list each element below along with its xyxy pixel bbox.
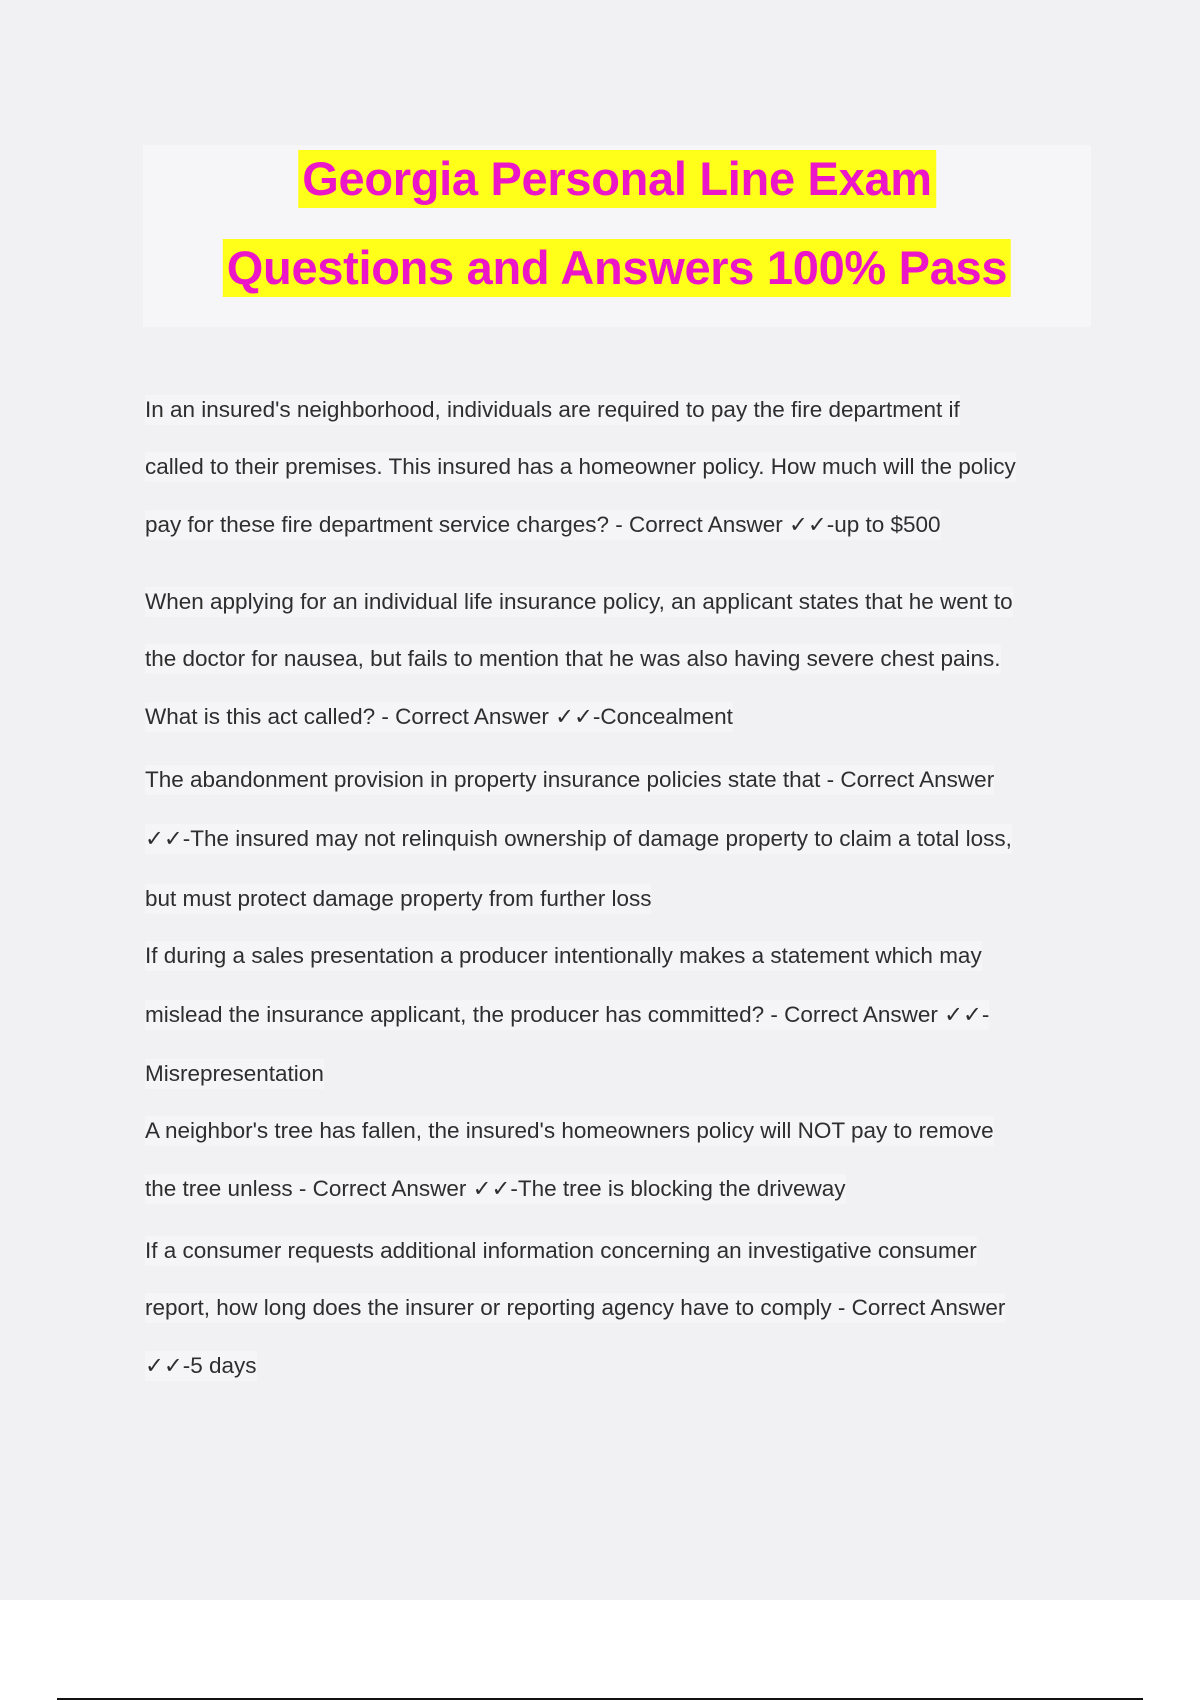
qa-line: In an insured's neighborhood, individuals are required to pay the fire department if [145, 395, 960, 425]
qa-line: Misrepresentation [145, 1059, 324, 1089]
title-block [143, 145, 1091, 327]
qa-line: report, how long does the insurer or reporting agency have to comply - Correct Answer [145, 1293, 1005, 1323]
qa-line: What is this act called? - Correct Answer ✓✓-Concealment [145, 702, 733, 732]
qa-line: pay for these fire department service charges? - Correct Answer ✓✓-up to $500 [145, 510, 941, 540]
qa-line: ✓✓-5 days [145, 1351, 257, 1381]
qa-line: If a consumer requests additional information concerning an investigative consumer [145, 1236, 977, 1266]
qa-line: When applying for an individual life insurance policy, an applicant states that he went to [145, 587, 1013, 617]
qa-line: If during a sales presentation a producer intentionally makes a statement which may [145, 941, 982, 971]
qa-line: the tree unless - Correct Answer ✓✓-The tree is blocking the driveway [145, 1174, 846, 1204]
qa-line: the doctor for nausea, but fails to mention that he was also having severe chest pains. [145, 644, 1001, 674]
qa-line: A neighbor's tree has fallen, the insured's homeowners policy will NOT pay to remove [145, 1116, 994, 1146]
qa-line: The abandonment provision in property insurance policies state that - Correct Answer [145, 765, 994, 795]
qa-line: called to their premises. This insured has a homeowner policy. How much will the policy [145, 452, 1016, 482]
qa-line: mislead the insurance applicant, the producer has committed? - Correct Answer ✓✓- [145, 1000, 989, 1030]
document-title-line-2: Questions and Answers 100% Pass [223, 239, 1011, 297]
qa-line: but must protect damage property from further loss [145, 884, 651, 914]
qa-line: ✓✓-The insured may not relinquish ownership of damage property to claim a total loss, [145, 824, 1012, 854]
document-title-line-1: Georgia Personal Line Exam [298, 150, 936, 208]
